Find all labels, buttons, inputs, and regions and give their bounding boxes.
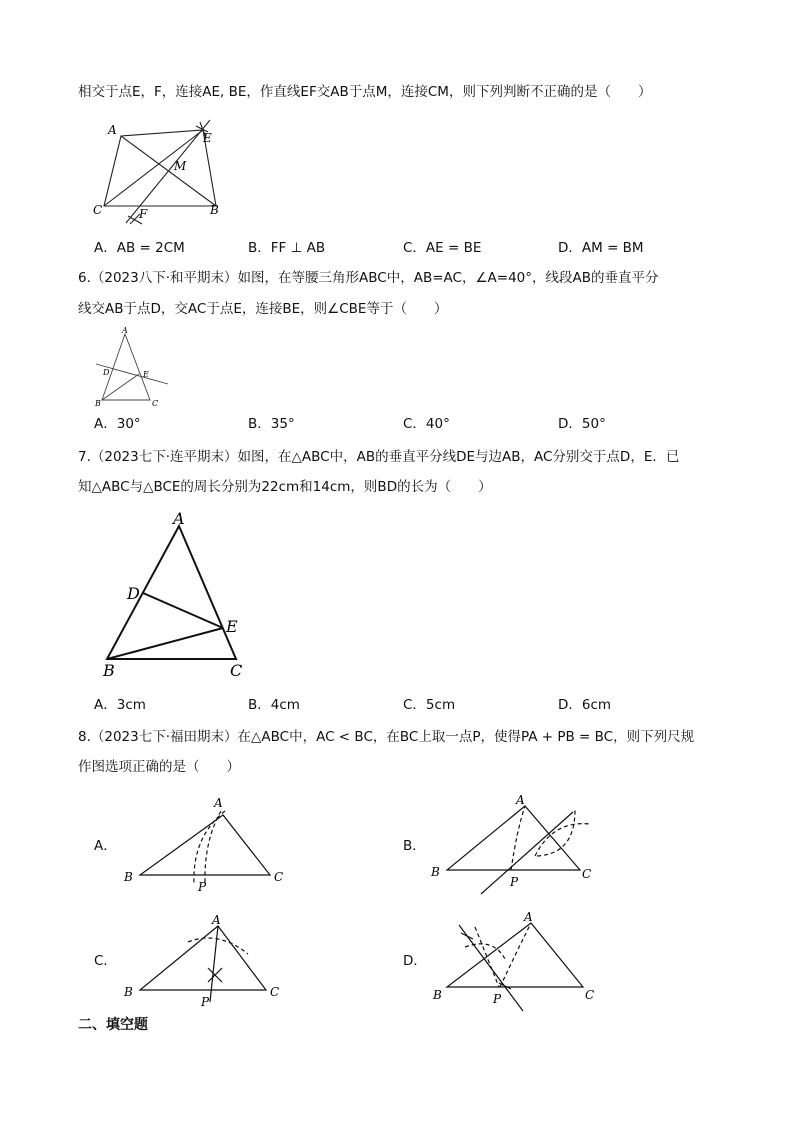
q6-option-b: B．35° <box>248 416 295 432</box>
q5-label-F: F <box>139 207 148 221</box>
q5-label-A: A <box>108 123 117 137</box>
q7-stem-line1: 7.（2023七下·连平期末）如图，在△ABC中，AB的垂直平分线DE与边AB，AC分别交于点D，E．已 <box>78 449 680 465</box>
q5-label-M: M <box>174 159 187 173</box>
q8-option-c-figure <box>118 910 298 1014</box>
q5-stem: 相交于点E，F，连接AE, BE，作直线EF交AB于点M，连接CM，则下列判断不正确的是（ ） <box>78 84 652 100</box>
q5-label-B: B <box>210 203 219 217</box>
q8c-label-C: C <box>270 985 280 999</box>
q7-option-b: B．4cm <box>248 697 300 713</box>
q8d-label-B: B <box>433 988 442 1002</box>
q8a-label-C: C <box>274 870 284 884</box>
q7-figure <box>100 508 260 692</box>
q6-label-C: C <box>152 399 159 408</box>
q6-label-B: B <box>95 399 101 408</box>
q8a-label-A: A <box>214 796 223 810</box>
q6-stem-line2: 线交AB于点D，交AC于点E，连接BE，则∠CBE等于（ ） <box>78 301 448 317</box>
q7-label-A: A <box>173 509 185 528</box>
q7-label-C: C <box>230 661 243 680</box>
q8-option-a-label: A． <box>94 838 117 854</box>
q6-label-D: D <box>103 368 110 377</box>
q8a-label-P: P <box>198 880 207 894</box>
q8d-label-P: P <box>493 992 502 1006</box>
q8-stem-line2: 作图选项正确的是（ ） <box>78 759 240 775</box>
q7-option-c: C．5cm <box>403 697 456 713</box>
q6-option-d: D．50° <box>558 416 606 432</box>
q8b-label-P: P <box>510 875 519 889</box>
q6-label-E: E <box>143 370 149 379</box>
q8c-label-P: P <box>201 995 210 1009</box>
q7-label-E: E <box>226 617 238 636</box>
q8c-label-B: B <box>124 985 133 999</box>
q8-option-b-label: B． <box>403 838 426 854</box>
q8-stem-line1: 8.（2023七下·福田期末）在△ABC中，AC < BC，在BC上取一点P，使得PA + PB = BC，则下列尺规 <box>78 729 695 745</box>
q5-label-C: C <box>93 203 103 217</box>
q7-option-a: A．3cm <box>94 697 146 713</box>
q8-option-a-figure <box>118 793 298 902</box>
q8a-label-B: B <box>124 870 133 884</box>
q5-label-E: E <box>203 131 212 145</box>
q6-option-c: C．40° <box>403 416 450 432</box>
q5-figure <box>88 118 238 232</box>
q6-stem-line1: 6.（2023八下·和平期末）如图，在等腰三角形ABC中，AB=AC，∠A=40°，线段AB的垂直平分 <box>78 270 659 286</box>
q7-stem-line2: 知△ABC与△BCE的周长分别为22cm和14cm，则BD的长为（ ） <box>78 479 492 495</box>
q8b-label-B: B <box>431 865 440 879</box>
q7-option-d: D．6cm <box>558 697 612 713</box>
q8b-label-A: A <box>516 793 525 807</box>
q7-label-D: D <box>127 584 140 603</box>
q8-option-c-label: C． <box>94 953 117 969</box>
q7-label-B: B <box>103 661 115 680</box>
q6-label-A: A <box>122 326 128 335</box>
q5-option-c: C．AE = BE <box>403 240 482 256</box>
q5-option-b: B．FF ⊥ AB <box>248 240 326 256</box>
q8c-label-A: A <box>212 913 221 927</box>
q5-option-d: D．AM = BM <box>558 240 644 256</box>
q8d-label-C: C <box>585 988 595 1002</box>
q8b-label-C: C <box>582 867 592 881</box>
q5-option-a: A．AB = 2CM <box>94 240 185 256</box>
q8-option-d-figure <box>425 907 605 1016</box>
q8d-label-A: A <box>524 910 533 924</box>
q8-option-b-figure <box>425 790 605 904</box>
q8-option-d-label: D． <box>403 953 427 969</box>
section-heading: 二、填空题 <box>78 1017 148 1033</box>
q6-option-a: A．30° <box>94 416 141 432</box>
q6-figure <box>88 326 178 414</box>
